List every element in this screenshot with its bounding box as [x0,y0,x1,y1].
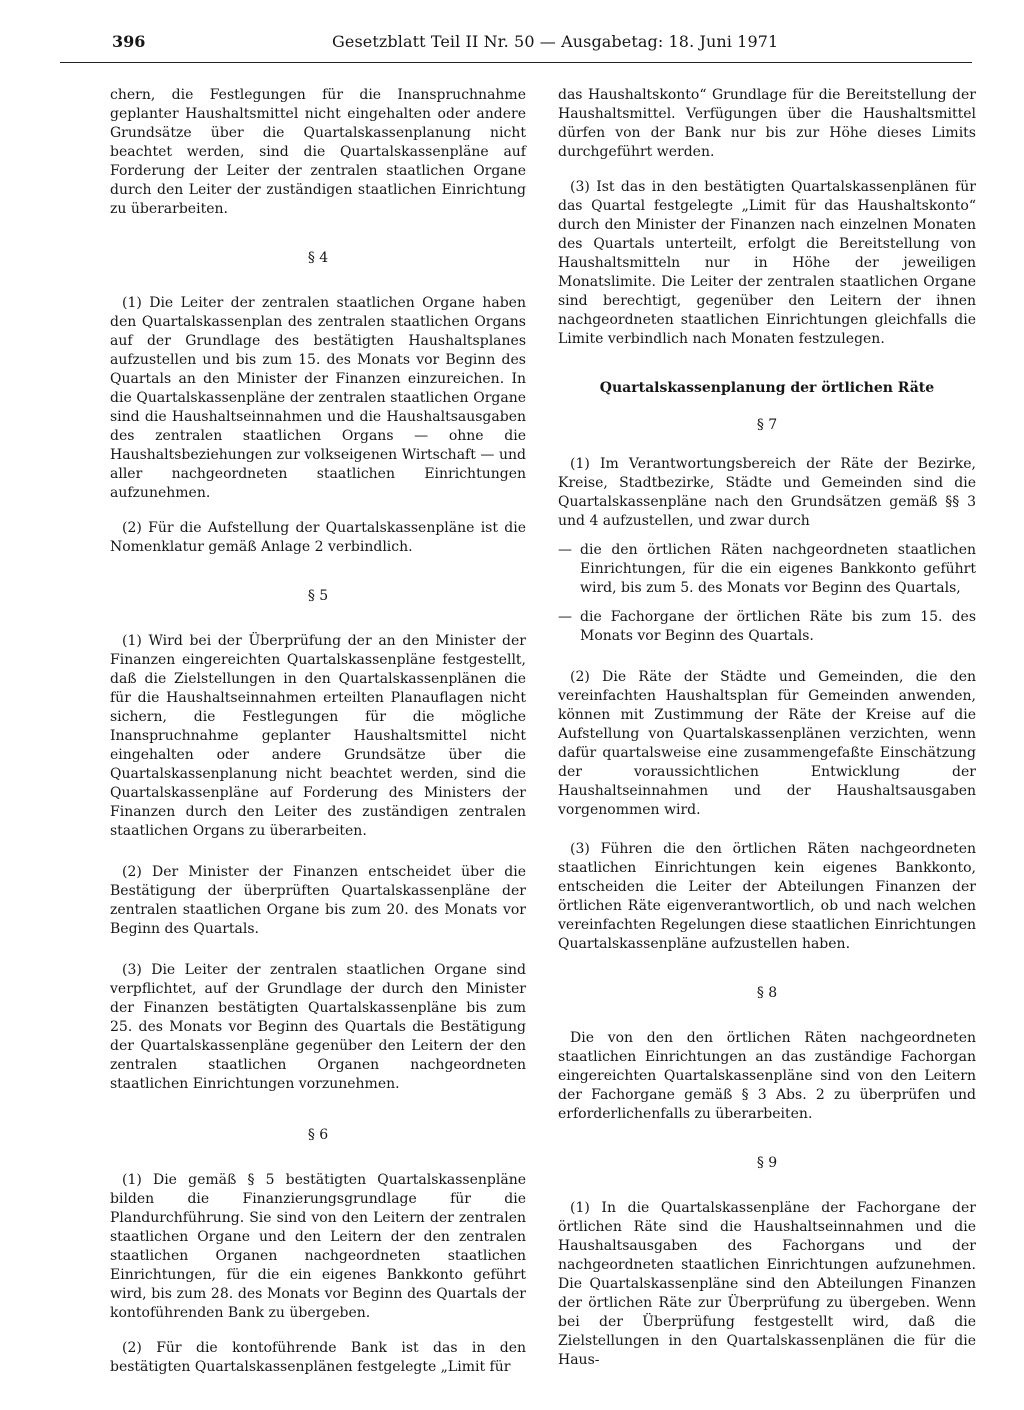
section-4-paragraph-1: (1) Die Leiter der zentralen staatlichen Organe haben den Quartalskassenplan des zentralen staatlichen Organs auf der Grundlage des bestätigten Haushaltsplanes aufzustellen und bis zum 15. des Monats vor Beginn des Quartals an den Minister der Finanzen einzureichen. In die Quartalskassenpläne der zentralen staatlichen Organe sind die Haushaltseinnahmen und die Haushaltsausgaben des zentralen staatlichen Organs — ohne die Haushaltsbeziehungen zur volkseigenen Wirtschaft — und aller nachgeordneten staatlichen Einrichtungen aufzunehmen. [110,295,526,501]
section-4-heading: § 4 [307,250,329,266]
right-intro-paragraph: das Haushaltskonto“ Grundlage für die Bereitstellung der Haushaltsmittel. Verfügungen über die Haushaltsmittel dürfen von der Bank nur bis zur Höhe dieses Limits durchgeführt werden. [558,87,976,160]
section-8-paragraph-1: Die von den den örtlichen Räten nachgeordneten staatlichen Einrichtungen an das zuständige Fachorgan eingereichten Quartalskassenpläne sind von den Leitern der Fachorgane gemäß § 3 Abs. 2 zu überprüfen und erforderlichenfalls zu überarbeiten. [558,1030,976,1122]
left-intro-paragraph: chern, die Festlegungen für die Inanspruchnahme geplanter Haushaltsmittel nicht eingehalten oder andere Grundsätze über die Quartalskassenplanung nicht beachtet werden, sind die Quartalskassenpläne auf Forderung der Leiter der zentralen staatlichen Organe durch den Leiter der zuständigen staatlichen Einrichtung zu überarbeiten. [110,87,526,217]
dash-bullet: — [558,542,572,558]
section-6-heading: § 6 [307,1127,329,1143]
section-7-list-item [558,608,976,646]
section-7-list-item-text: die Fachorgane der örtlichen Räte bis zum 15. des Monats vor Beginn des Quartals. [580,609,976,644]
section-5-paragraph-3: (3) Die Leiter der zentralen staatlichen Organe sind verpflichtet, auf der Grundlage der durch den Minister der Finanzen bestätigten Quartalskassenpläne bis zum 25. des Monats vor Beginn des Quartals die Bestätigung der Quartalskassenpläne gegenüber den Leitern der den zentralen staatlichen Organen nachgeordneten staatlichen Einrichtungen vorzunehmen. [110,962,526,1092]
subheading-oertliche-raete: Quartalskassenplanung der örtlichen Räte [599,380,935,396]
section-7-paragraph-1: (1) Im Verantwortungsbereich der Räte der Bezirke, Kreise, Stadtbezirke, Städte und Gemeinden sind die Quartalskassenpläne nach den Grundsätzen gemäß §§ 3 und 4 aufzustellen, und zwar durch [558,456,976,529]
section-4-paragraph-2: (2) Für die Aufstellung der Quartalskassenpläne ist die Nomenklatur gemäß Anlage 2 verbindlich. [110,520,526,555]
section-6-paragraph-3: (3) Ist das in den bestätigten Quartalskassenplänen für das Quartal festgelegte „Limit für das Haushaltskonto“ durch den Minister der Finanzen nach einzelnen Monaten des Quartals unterteilt, erfolgt die Bereitstellung von Haushaltsmitteln nur in Höhe der jeweiligen Monatslimite. Die Leiter der zentralen staatlichen Organe sind berechtigt, gegenüber den Leitern der ihnen nachgeordneten staatlichen Einrichtungen gleichfalls die Limite verbindlich nach Monaten festzulegen. [558,179,976,347]
left-column [110,86,526,1377]
section-9-heading: § 9 [756,1155,778,1171]
section-5-heading: § 5 [307,588,329,604]
section-6-paragraph-1: (1) Die gemäß § 5 bestätigten Quartalskassenpläne bilden die Finanzierungsgrundlage für die Plandurchführung. Sie sind von den Leitern der zentralen staatlichen Organe und den Leitern der den zentralen staatlichen Organen nachgeordneten staatlichen Einrichtungen, für die ein eigenes Bankkonto geführt wird, bis zum 28. des Monats vor Beginn des Quartals der kontoführenden Bank zu übergeben. [110,1172,526,1321]
section-5-paragraph-1: (1) Wird bei der Überprüfung der an den Minister der Finanzen eingereichten Quartalskassenpläne festgestellt, daß die Zielstellungen in den Quartalskassenplänen die für die Haushaltseinnahmen erteilten Planauflagen nicht sichern, die Festlegungen für die mögliche Inanspruchnahme geplanter Haushaltsmittel nicht eingehalten oder andere Grundsätze über die Quartalskassenplanung nicht beachtet werden, sind die Quartalskassenpläne auf Forderung des Ministers der Finanzen durch den Leiter des zuständigen zentralen staatlichen Organs zu überarbeiten. [110,633,526,839]
section-5-paragraph-2: (2) Der Minister der Finanzen entscheidet über die Bestätigung der überprüften Quartalskassenpläne der zentralen staatlichen Organe bis zum 20. des Monats vor Beginn des Quartals. [110,864,526,937]
page-number: 396 [112,32,146,51]
section-9-paragraph-1: (1) In die Quartalskassenpläne der Fachorgane der örtlichen Räte sind die Haushaltseinnahmen und die Haushaltsausgaben des Fachorgans und der nachgeordneten staatlichen Einrichtungen aufzunehmen. Die Quartalskassenpläne sind den Abteilungen Finanzen der örtlichen Räte zur Überprüfung zu übergeben. Wenn bei der Überprüfung festgestellt wird, daß die Zielstellungen in den Quartalskassenplänen die für die Haus- [558,1200,976,1368]
section-7-heading: § 7 [756,417,778,433]
page-header [60,32,972,63]
section-7-list-item [558,541,976,598]
section-7-paragraph-3: (3) Führen die den örtlichen Räten nachgeordneten staatlichen Einrichtungen kein eigenes Bankkonto, entscheiden die Leiter der Abteilungen Finanzen der örtlichen Räte eigenverantwortlich, ob und nach welchen vereinfachten Regelungen diese staatlichen Einrichtungen Quartalskassenpläne aufzustellen haben. [558,841,976,952]
section-6-paragraph-2: (2) Für die kontoführende Bank ist das in den bestätigten Quartalskassenplänen festgelegte „Limit für [110,1340,526,1375]
section-7-paragraph-2: (2) Die Räte der Städte und Gemeinden, die den vereinfachten Haushaltsplan für Gemeinden anwenden, können mit Zustimmung der Räte der Kreise auf die Aufstellung von Quartalskassenplänen verzichten, wenn dafür quartalsweise eine zusammengefaßte Einschätzung der voraussichtlichen Entwicklung der Haushaltseinnahmen und der Haushaltsausgaben vorgenommen wird. [558,669,976,818]
header-title: Gesetzblatt Teil II Nr. 50 — Ausgabetag: 18. Juni 1971 [332,32,779,51]
right-column [558,86,976,1370]
dash-bullet: — [558,609,572,625]
section-7-list-item-text: die den örtlichen Räten nachgeordneten staatlichen Einrichtungen, für die ein eigenes Bankkonto geführt wird, bis zum 5. des Monats vor Beginn des Quartals, [580,542,976,596]
section-8-heading: § 8 [756,985,778,1001]
